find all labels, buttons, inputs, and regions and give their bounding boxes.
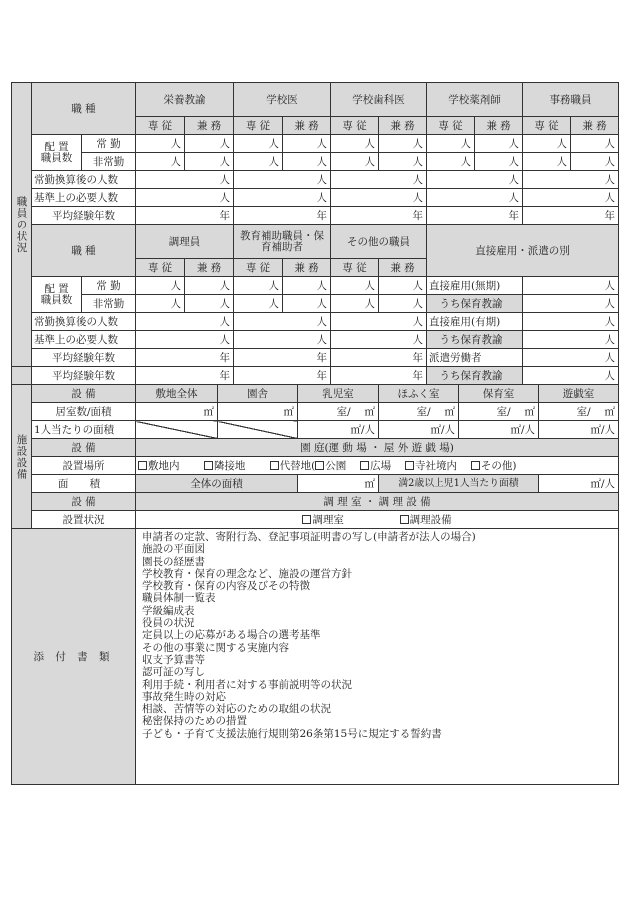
header-other-staff: その他の職員 [331, 225, 427, 259]
attachment-item: 学校教育・保育の理念など、施設の運営方針 [142, 567, 352, 580]
room-playroom: 遊戯室 [539, 385, 619, 403]
input-cell[interactable]: 人 [331, 153, 379, 171]
input-cell[interactable]: 人 [136, 277, 185, 295]
header-school-dentist: 学校歯科医 [331, 83, 427, 117]
input-cell[interactable]: 人 [234, 295, 283, 313]
parttime-label: 兼 務 [379, 259, 427, 277]
header-employment-type: 直接雇用・派遣の別 [427, 225, 619, 277]
input-cell[interactable]: 室/ ㎡ [539, 403, 619, 421]
parttime-label: 兼 務 [185, 259, 234, 277]
input-cell[interactable]: 人 [136, 189, 234, 207]
input-cell[interactable]: 人 [523, 331, 619, 349]
input-cell[interactable]: 人 [427, 135, 475, 153]
input-cell[interactable]: 年 [427, 207, 523, 225]
input-cell[interactable]: 人 [185, 153, 234, 171]
checkbox-alternative[interactable]: 代替地( [270, 460, 316, 472]
disabled-cell [136, 421, 218, 439]
input-cell[interactable]: 人 [136, 135, 185, 153]
attachments-list [138, 529, 616, 742]
input-cell[interactable]: 人 [283, 135, 331, 153]
header-nutrition-teacher: 栄養教諭 [136, 83, 234, 117]
input-cell[interactable]: 人 [234, 153, 283, 171]
checkbox-temple[interactable]: 寺社境内 [405, 460, 457, 472]
room-site: 敷地全体 [136, 385, 218, 403]
room-nursery: 保育室 [459, 385, 539, 403]
placement-staff-count-label-2: 配 置 職員数 [32, 277, 82, 313]
input-cell[interactable]: 人 [136, 153, 185, 171]
input-cell[interactable]: 人 [427, 171, 523, 189]
input-cell[interactable]: 人 [427, 189, 523, 207]
attachment-item: その他の事業に関する実施内容 [142, 641, 289, 654]
input-cell[interactable]: 年 [136, 367, 234, 385]
input-cell[interactable]: 室/ ㎡ [379, 403, 459, 421]
header-office-staff: 事務職員 [523, 83, 619, 117]
checkbox-adjacent[interactable]: 隣接地 [204, 460, 246, 472]
attachment-item: 学校教育・保育の内容及びその特徴 [142, 580, 310, 593]
input-cell[interactable]: 年 [331, 349, 427, 367]
attachments-list-cell [136, 529, 619, 785]
checkbox-plaza[interactable]: 広場 [360, 460, 391, 472]
job-type-label: 職 種 [32, 83, 136, 135]
attachment-item: 子ども・子育て支援法施行規則第26条第15号に規定する誓約書 [142, 727, 442, 740]
attachment-item: 学級編成表 [142, 604, 195, 617]
input-cell[interactable]: 人 [234, 277, 283, 295]
input-cell[interactable]: 人 [136, 171, 234, 189]
input-cell[interactable]: 年 [136, 207, 234, 225]
fte-label: 常勤換算後の人数 [32, 313, 136, 331]
input-cell[interactable]: 人 [427, 153, 475, 171]
attachments-table [11, 528, 619, 785]
placement-staff-count-label: 配 置 職員数 [32, 135, 82, 171]
attachment-item: 事故発生時の対応 [142, 690, 226, 703]
dispatch-worker-label: 派遣労働者 [427, 349, 523, 367]
input-cell[interactable]: 人 [523, 367, 619, 385]
checkbox-site[interactable]: 敷地内 [138, 460, 180, 472]
fte-label: 常勤換算後の人数 [32, 171, 136, 189]
input-cell[interactable]: ㎡/人 [539, 475, 619, 493]
avg-years-label: 平均経験年数 [32, 349, 136, 367]
input-cell[interactable]: 人 [523, 295, 619, 313]
room-infant: 乳児室 [298, 385, 379, 403]
regular-label: 常 勤 [82, 277, 136, 295]
input-cell[interactable]: 人 [523, 171, 619, 189]
kitchen-options [136, 511, 619, 529]
input-cell[interactable]: 人 [379, 135, 427, 153]
input-cell[interactable]: 人 [571, 153, 619, 171]
facility-table [11, 384, 619, 529]
input-cell[interactable]: 人 [475, 153, 523, 171]
input-cell[interactable]: 人 [331, 295, 379, 313]
staff-table-tail [11, 366, 619, 385]
application-form [11, 82, 618, 785]
equipment-label: 設 備 [32, 385, 136, 403]
checkbox-kitchen-equipment[interactable]: 調理設備 [400, 514, 452, 526]
checkbox-kitchen-room[interactable]: 調理室 [302, 514, 344, 526]
input-cell[interactable]: 室/ ㎡ [459, 403, 539, 421]
attachments-label: 添 付 書 類 [12, 529, 136, 785]
equipment-label: 設 備 [32, 493, 136, 511]
fulltime-label: 専 従 [136, 259, 185, 277]
facility-section-label: 施設設備 [12, 385, 32, 529]
input-cell[interactable]: 年 [331, 367, 427, 385]
input-cell[interactable]: 人 [379, 153, 427, 171]
input-cell[interactable]: 人 [523, 313, 619, 331]
staff-section-label: 職員の状況 [12, 83, 32, 367]
attachment-item: 職員体制一覧表 [142, 592, 216, 605]
input-cell[interactable]: 年 [523, 207, 619, 225]
rooms-area-label: 居室数/面積 [32, 403, 136, 421]
fulltime-label: 専 従 [427, 117, 475, 135]
attachment-item: 認可証の写し [142, 666, 205, 679]
attachment-item: 相談、苦情等の対応のための取組の状況 [142, 703, 331, 716]
input-cell[interactable]: 人 [571, 135, 619, 153]
of-which-teacher-label: うち保育教諭 [427, 295, 523, 313]
per-child-area-label: 1人当たりの面積 [32, 421, 136, 439]
room-crawling: ほふく室 [379, 385, 459, 403]
input-cell[interactable]: 人 [523, 153, 571, 171]
input-cell[interactable]: 人 [523, 277, 619, 295]
input-cell[interactable]: 人 [136, 295, 185, 313]
input-cell[interactable]: 年 [234, 349, 331, 367]
fulltime-label: 専 従 [234, 117, 283, 135]
input-cell[interactable]: 年 [234, 207, 331, 225]
input-cell[interactable]: 人 [136, 313, 234, 331]
input-cell[interactable]: ㎡ [218, 403, 298, 421]
parttime-label: 兼 務 [185, 117, 234, 135]
input-cell[interactable]: 人 [379, 295, 427, 313]
input-cell[interactable]: 人 [136, 331, 234, 349]
location-options [136, 457, 619, 475]
parttime-label: 兼 務 [283, 259, 331, 277]
equipment-label: 設 備 [32, 439, 136, 457]
input-cell[interactable]: 人 [331, 171, 427, 189]
regular-label: 常 勤 [82, 135, 136, 153]
required-label: 基準上の必要人数 [32, 331, 136, 349]
parttime-label: 兼 務 [571, 117, 619, 135]
fulltime-label: 専 従 [331, 259, 379, 277]
input-cell[interactable]: ㎡/人 [298, 421, 379, 439]
irregular-label: 非常勤 [82, 295, 136, 313]
attachment-item: 施設の平面図 [142, 543, 205, 556]
input-cell[interactable]: 人 [234, 135, 283, 153]
total-area-label: 全体の面積 [136, 475, 298, 493]
header-school-pharmacist: 学校薬剤師 [427, 83, 523, 117]
irregular-label: 非常勤 [82, 153, 136, 171]
input-cell[interactable]: 人 [523, 349, 619, 367]
input-cell[interactable]: ㎡/人 [459, 421, 539, 439]
input-cell[interactable]: 人 [185, 295, 234, 313]
attachment-item: 定員以上の応募がある場合の選考基準 [142, 629, 321, 642]
input-cell[interactable]: 人 [283, 153, 331, 171]
header-cook: 調理員 [136, 225, 234, 259]
status-label: 設置状況 [32, 511, 136, 529]
parttime-label: 兼 務 [475, 117, 523, 135]
attachment-item: 園長の経歴書 [142, 555, 205, 568]
input-cell[interactable]: 人 [185, 277, 234, 295]
required-label: 基準上の必要人数 [32, 189, 136, 207]
input-cell[interactable]: ㎡/人 [379, 421, 459, 439]
input-cell[interactable]: 年 [331, 207, 427, 225]
kitchen-title: 調 理 室 ・ 調 理 設 備 [136, 493, 619, 511]
input-cell[interactable]: ㎡ [298, 475, 379, 493]
job-type-label-2: 職 種 [32, 225, 136, 277]
input-cell[interactable]: 人 [379, 277, 427, 295]
header-school-doctor: 学校医 [234, 83, 331, 117]
location-label: 設置場所 [32, 457, 136, 475]
input-cell[interactable]: 人 [331, 189, 427, 207]
fulltime-label: 専 従 [234, 259, 283, 277]
input-cell[interactable]: 人 [185, 135, 234, 153]
input-cell[interactable]: 年 [234, 367, 331, 385]
input-cell[interactable]: 人 [234, 313, 331, 331]
attachment-item: 申請者の定款、寄附行為、登記事項証明書の写し(申請者が法人の場合) [142, 531, 476, 543]
staff-table [11, 82, 619, 367]
avg-years-label: 平均経験年数 [32, 367, 136, 385]
attachment-item: 収支予算書等 [142, 653, 205, 666]
input-cell[interactable]: 人 [523, 189, 619, 207]
direct-fixed-term-label: 直接雇用(有期) [427, 313, 523, 331]
header-assistant: 教育補助職員・保育補助者 [234, 225, 331, 259]
area-label: 面 積 [32, 475, 136, 493]
input-cell[interactable]: 室/ ㎡ [298, 403, 379, 421]
fulltime-label: 専 従 [331, 117, 379, 135]
input-cell[interactable]: 人 [331, 331, 427, 349]
input-cell[interactable]: ㎡/人 [539, 421, 619, 439]
input-cell[interactable]: 人 [234, 171, 331, 189]
input-cell[interactable]: 人 [523, 135, 571, 153]
fulltime-label: 専 従 [136, 117, 185, 135]
input-cell[interactable]: 人 [234, 331, 331, 349]
room-building: 園舎 [218, 385, 298, 403]
input-cell[interactable]: 人 [283, 295, 331, 313]
input-cell[interactable]: 人 [475, 135, 523, 153]
attachment-item: 秘密保持のための措置 [142, 715, 247, 728]
checkbox-park[interactable]: 公園 [315, 460, 346, 472]
input-cell[interactable]: ㎡ [136, 403, 218, 421]
input-cell[interactable]: 人 [331, 313, 427, 331]
input-cell[interactable]: 人 [283, 277, 331, 295]
parttime-label: 兼 務 [283, 117, 331, 135]
fulltime-label: 専 従 [523, 117, 571, 135]
parttime-label: 兼 務 [379, 117, 427, 135]
of-which-teacher-label: うち保育教諭 [427, 367, 523, 385]
attachment-item: 役員の状況 [142, 617, 195, 630]
yard-title: 園 庭(運 動 場 ・ 屋 外 遊 戯 場) [136, 439, 619, 457]
input-cell[interactable]: 人 [331, 277, 379, 295]
disabled-cell [218, 421, 298, 439]
input-cell[interactable]: 年 [136, 349, 234, 367]
attachment-item: 利用手続・利用者に対する事前説明等の状況 [142, 678, 352, 691]
input-cell[interactable]: 人 [234, 189, 331, 207]
checkbox-other[interactable]: その他) [471, 460, 517, 472]
per-child-2plus-label: 満2歳以上児1人当たり面積 [379, 475, 539, 493]
of-which-teacher-label: うち保育教諭 [427, 331, 523, 349]
direct-permanent-label: 直接雇用(無期) [427, 277, 523, 295]
avg-years-label: 平均経験年数 [32, 207, 136, 225]
input-cell[interactable]: 人 [331, 135, 379, 153]
